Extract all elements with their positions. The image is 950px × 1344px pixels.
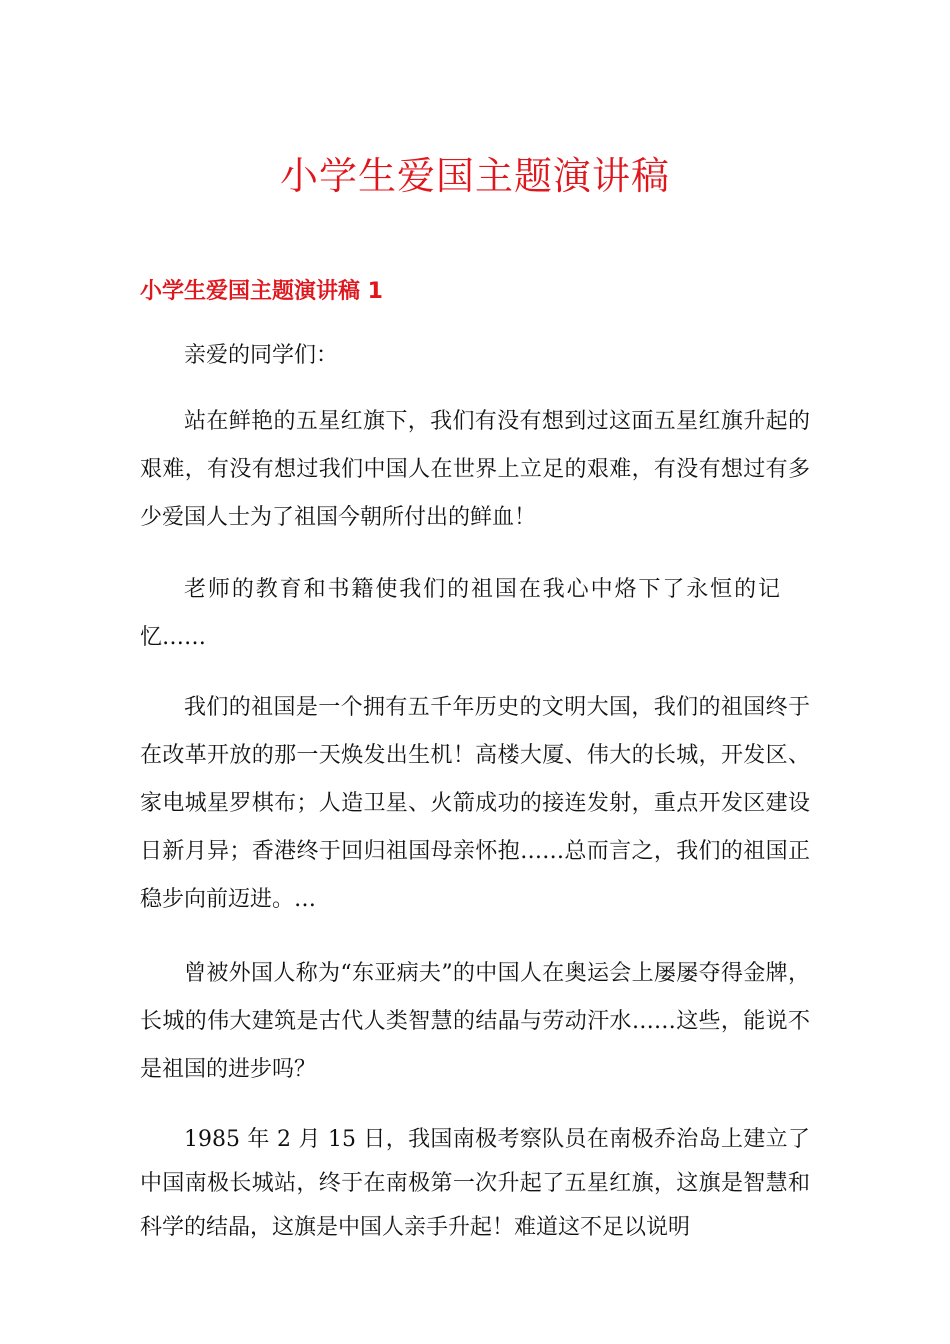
body-paragraph: 1985 年 2 月 15 日，我国南极考察队员在南极乔治岛上建立了中国南极长城站，终于在南极第一次升起了五星红旗，这旗是智慧和科学的结晶，这旗是中国人亲手升起！难道这不足以说明 xyxy=(140,1127,810,1240)
body-paragraph: 我们的祖国是一个拥有五千年历史的文明大国，我们的祖国终于在改革开放的那一天焕发出生机！高楼大厦、伟大的长城，开发区、家电城星罗棋布；人造卫星、火箭成功的接连发射，重点开发区建设日新月异；香港终于回归祖国母亲怀抱……总而言之，我们的祖国正稳步向前迈进。… xyxy=(140,695,810,912)
body-paragraph: 站在鲜艳的五星红旗下，我们有没有想到过这面五星红旗升起的艰难，有没有想过我们中国人在世界上立足的艰难，有没有想过有多少爱国人士为了祖国今朝所付出的鲜血！ xyxy=(140,409,810,530)
body-paragraph: 老师的教育和书籍使我们的祖国在我心中烙下了永恒的记忆…… xyxy=(140,577,780,650)
document-title: 小学生爱国主题演讲稿 xyxy=(279,154,670,198)
section-heading: 小学生爱国主题演讲稿 1 xyxy=(140,279,383,304)
body-paragraph: 曾被外国人称为“东亚病夫”的中国人在奥运会上屡屡夺得金牌，长城的伟大建筑是古代人类智慧的结晶与劳动汗水……这些，能说不是祖国的进步吗？ xyxy=(140,961,810,1082)
greeting-paragraph: 亲爱的同学们： xyxy=(184,343,339,368)
